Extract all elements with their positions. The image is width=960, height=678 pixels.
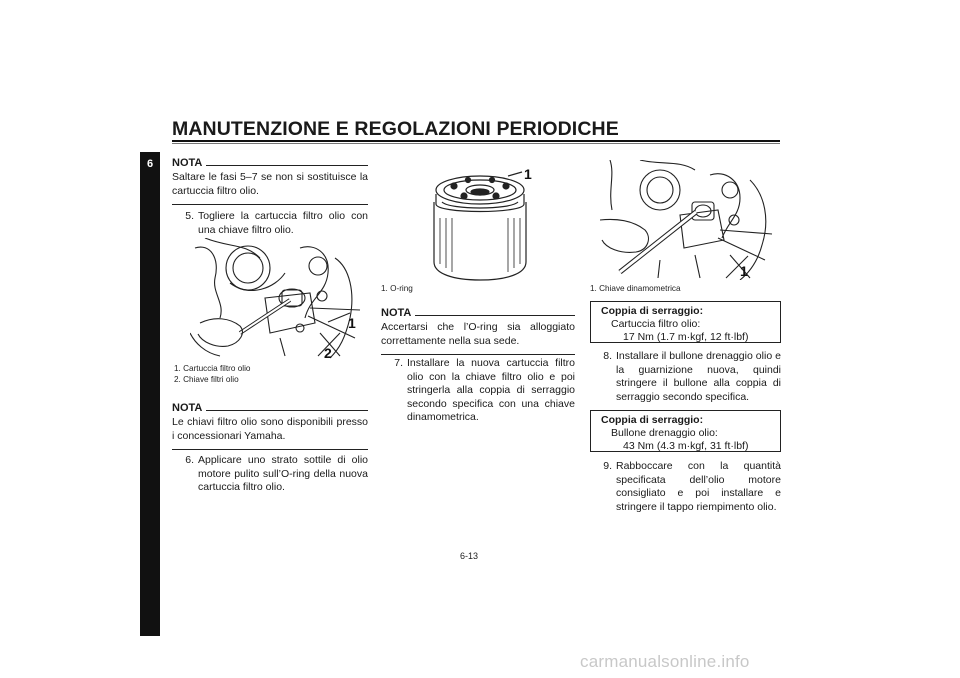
step-9-number: 9. xyxy=(603,460,612,472)
torque-spec-box-2 xyxy=(590,410,781,452)
torque-2-value: 43 Nm (4.3 m·kgf, 31 ft·lbf) xyxy=(623,440,749,452)
step-8 xyxy=(590,350,781,404)
oil-filter-cartridge-illustration xyxy=(420,162,540,284)
callout-2: 2 xyxy=(324,345,332,360)
callout-1: 1 xyxy=(348,315,356,331)
nota-3-text: Accertarsi che l’O-ring sia alloggiato correttamente nella sua sede. xyxy=(381,321,575,347)
nota-1-text: Saltare le fasi 5–7 se non si sostituisce la cartuccia filtro olio. xyxy=(172,171,368,197)
step-5 xyxy=(172,210,368,237)
caption-cartuccia: 1. Cartuccia filtro olio xyxy=(174,364,251,373)
step-8-text: Installare il bullone drenaggio olio e la guarnizione nuova, quindi stringere il bullone alla coppia di serraggio secondo specifica. xyxy=(616,350,781,403)
step-9 xyxy=(590,460,781,514)
torque-1-title: Coppia di serraggio: xyxy=(601,305,704,317)
step-5-text: Togliere la cartuccia filtro olio con una chiave filtro olio. xyxy=(198,210,368,236)
watermark: carmanualsonline.info xyxy=(580,652,750,671)
torque-2-title: Coppia di serraggio: xyxy=(601,414,704,426)
nota-1-label: NOTA xyxy=(172,157,203,169)
caption-chiave-filtri: 2. Chiave filtri olio xyxy=(174,375,239,384)
step-8-number: 8. xyxy=(603,350,612,362)
figure-3-captions xyxy=(590,283,786,294)
callout-oring: 1 xyxy=(524,166,532,182)
step-5-number: 5. xyxy=(185,210,194,222)
step-9-text: Rabboccare con la quantità specificata dell’olio motore consigliato e poi installare e stringere il tappo riempimento olio. xyxy=(616,460,781,513)
nota-2-label: NOTA xyxy=(172,402,203,414)
nota-1 xyxy=(172,157,368,205)
step-7-number: 7. xyxy=(394,357,403,369)
nota-2 xyxy=(172,402,368,450)
torque-wrench-illustration xyxy=(600,160,780,280)
step-7 xyxy=(381,357,575,425)
nota-3-label: NOTA xyxy=(381,307,412,319)
oil-filter-removal-illustration xyxy=(190,238,368,360)
caption-chiave-dinamometrica: 1. Chiave dinamometrica xyxy=(590,284,681,293)
torque-1-item: Cartuccia filtro olio: xyxy=(611,318,701,330)
step-6-text: Applicare uno strato sottile di olio motore pulito sull’O-ring della nuova cartuccia filtro olio. xyxy=(198,454,368,493)
figure-1-captions xyxy=(174,363,370,385)
torque-spec-box-1 xyxy=(590,301,781,343)
torque-2-item: Bullone drenaggio olio: xyxy=(611,427,718,439)
caption-oring: 1. O-ring xyxy=(381,284,413,293)
chapter-number: 6 xyxy=(146,158,154,170)
step-6 xyxy=(172,454,368,495)
nota-2-text: Le chiavi filtro olio sono disponibili presso i concessionari Yamaha. xyxy=(172,416,368,442)
title-rule xyxy=(172,140,780,142)
step-7-text: Installare la nuova cartuccia filtro olio con la chiave filtro olio e poi stringerla alla coppia di serraggio secondo specifica con una chiave dinamometrica. xyxy=(407,357,575,423)
step-6-number: 6. xyxy=(185,454,194,466)
nota-3 xyxy=(381,307,575,355)
page-title: MANUTENZIONE E REGOLAZIONI PERIODICHE xyxy=(172,118,619,140)
callout-wrench: 1 xyxy=(740,263,748,279)
title-rule-thin xyxy=(172,143,780,144)
figure-2-captions xyxy=(381,283,577,294)
chapter-tab xyxy=(140,152,160,636)
torque-1-value: 17 Nm (1.7 m·kgf, 12 ft·lbf) xyxy=(623,331,749,343)
page-number: 6-13 xyxy=(460,551,479,561)
